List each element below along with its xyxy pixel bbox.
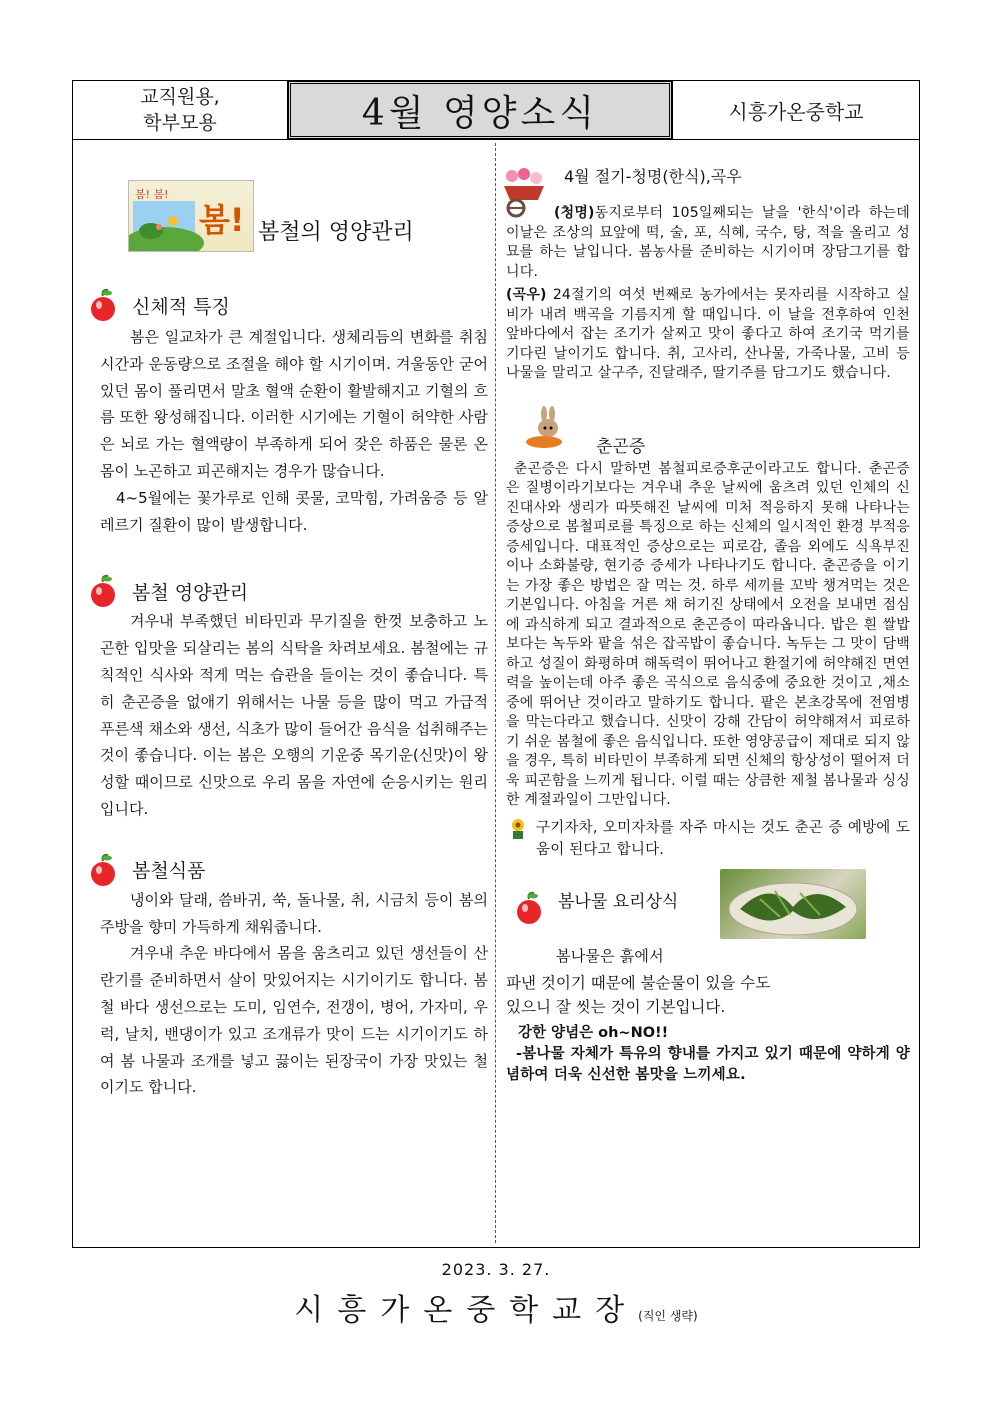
section-spring-food-heading (88, 853, 488, 887)
section-body-features-title: 신체적 특징 (132, 295, 230, 318)
apple-icon (88, 288, 118, 322)
herbs-photo (720, 869, 866, 939)
left-column (100, 180, 488, 1101)
gogu-label: (곡우) (506, 287, 547, 303)
main-title-row (128, 180, 488, 252)
audience-line2: 학부모용 (143, 112, 217, 134)
fatigue-tip (506, 817, 910, 861)
spring-landscape-icon (129, 181, 253, 251)
body-features-paragraph-1: 봄은 일교차가 큰 계절입니다. 생체리듬의 변화를 취침시간과 운동량으로 조절을 해야 할 시기이며. 겨울동안 굳어 있던 몸이 풀리면서 말초 혈액 순환이 활발해지고 기혈의 흐름 또한 왕성해집니다. 이러한 시기에는 기혈이 허약한 사람은 뇌로 가는 혈액량이 부족하게 되어 잦은 하품은 물론 온 몸이 노곤하고 피곤해지는 경우가 많습니다. (100, 328, 488, 480)
cheongmyeong-text: 동지로부터 105일째되는 날을 '한식'이라 하는데 이날은 조상의 묘앞에 떡, 술, 포, 식혜, 국수, 탕, 적을 올리고 성묘를 하는 날입니다. 봄농사를 준비하는 시기이며 장담그기를 합니다. (506, 205, 910, 280)
apple-icon (514, 891, 544, 925)
section-nutrition-heading (88, 574, 488, 608)
fatigue-heading: 춘곤증 (596, 436, 646, 457)
spring-food-paragraph-1: 냉이와 달래, 씀바귀, 쑥, 돌나물, 취, 시금치 등이 봄의 주방을 향미 가득하게 채워줍니다. (100, 890, 488, 936)
section-body-features-heading (88, 288, 488, 322)
principal-signature (0, 1285, 992, 1329)
season-heading: 4월 절기-청명(한식),곡우 (564, 167, 742, 186)
nutrition-paragraph: 겨우내 부족했던 비타민과 무기질을 한껏 보충하고 노곤한 입맛을 되살리는 봄의 식탁을 차려보세요. 봄철에는 규칙적인 식사와 적게 먹는 습관을 들이는 것이 좋습니다. 특히 춘곤증을 없애기 위해서는 나물 등을 많이 먹고 가급적 푸른색 채소와 생선, 식초가 많이 들어간 음식을 섭취해주는 것이 좋습니다. 이는 봄은 오행의 기운중 목기운(신맛)이 왕성할 때이므로 신맛으로 우리 몸을 자연에 순응시키는 원리입니다. (100, 612, 488, 818)
apple-icon (88, 853, 118, 887)
herbs-plate-image (720, 869, 866, 939)
main-title: 봄철의 영양관리 (258, 220, 414, 245)
spring-food-paragraph-2: 겨우내 추운 바다에서 몸을 움츠리고 있던 생선들이 산란기를 준비하면서 살이 맛있어지는 시기이기도 합니다. 봄철 바다 생선으로는 도미, 임연수, 전갱이, 병어, 가자미, 우럭, 날치, 밴댕이가 있고 조개류가 맛이 드는 시기이기도 하여 봄 나물과 조개를 넣고 끓이는 된장국이 가장 맛있는 철이기도 합니다. (100, 944, 488, 1097)
seal-note: (직인 생략) (638, 1309, 698, 1323)
gogu-paragraph (506, 286, 910, 384)
gogu-text: 24절기의 여섯 번째로 농가에서는 못자리를 시작하고 실비가 내려 백곡을 기름지게 할 때입니다. 이 날을 전후하여 인천 앞바다에서 잡는 조기가 살찌고 맛이 좋다고 하여 조기국 먹기를 기다린 날이기도 합니다. 취, 고사리, 산나물, 가죽나물, 고비 등 나물을 말리고 살구주, 진달래주, 딸기주를 담그기도 했습니다. (506, 287, 910, 381)
cheongmyeong-paragraph (506, 204, 910, 282)
issue-date: 2023. 3. 27. (441, 1260, 551, 1279)
strong-seasoning-text: -봄나물 자체가 특유의 향내를 가지고 있기 때문에 약하게 양념하여 더욱 신선한 봄맛을 느끼세요. (506, 1045, 910, 1083)
flower-cart-icon (498, 166, 550, 218)
column-divider (495, 143, 496, 1243)
fatigue-tip-text: 구기자차, 오미자차를 자주 마시는 것도 춘곤 증 예방에 도움이 된다고 합니다. (536, 819, 910, 858)
fatigue-heading-row (506, 406, 910, 460)
signature-text: 시흥가온중학교장 (294, 1293, 639, 1328)
body-features-paragraph-2: 4~5월에는 꽃가루로 인해 콧물, 코막힘, 가려움증 등 알레르기 질환이 많이 발생합니다. (100, 488, 488, 534)
apple-icon (88, 574, 118, 608)
strong-seasoning-title: 강한 양념은 oh~NO!! (518, 1024, 669, 1041)
cooking-line-3: 있으니 잘 씻는 것이 기본입니다. (506, 997, 726, 1016)
cooking-line-1: 봄나물은 흙에서 (556, 946, 664, 965)
fatigue-paragraph: 춘곤증은 다시 말하면 봄철피로증후군이라고도 합니다. 춘곤증은 질병이라기보다는 겨우내 추운 날씨에 움츠려 있던 인체의 신진대사와 생리가 따뜻해진 날씨에 미처 적응하지 못해 나타나는 증상으로 봄철피로를 특징으로 하는 신체의 일시적인 환경 부적응 증세입니다. 대표적인 증상으로는 피로감, 졸음 외에도 식욕부진이나 소화불량, 현기증 증세가 나타나기도 합니다. 춘곤증을 이기는 가장 좋은 방법은 잘 먹는 것. 하루 세끼를 꼬박 챙겨먹는 것은 기본입니다. 아침을 거른 채 허기진 상태에서 오전을 보내면 점심에 과식하게 되고 결과적으로 춘곤증이 따라옵니다. 밥은 흰 쌀밥보다는 녹두와 팥을 섞은 잡곡밥이 좋습니다. 녹두는 그 맛이 담백하고 성질이 화평하며 해독력이 뛰어나고 환절기에 허약해진 면연력을 높이는데 아주 좋은 곡식으로 음식중에 중요한 것이고 ,채소중에 뛰어난 것이라고 말하기도 합니다. 팥은 본초강목에 전염병을 막는다라고 했습니다. 신맛이 강해 간담이 허약해져서 피로하기 쉬운 봄철에 좋은 음식입니다. 또한 영양공급이 제대로 되지 않을 경우, 특히 비타민이 부족하게 되면 신체의 항상성이 떨어져 더욱 피곤함을 느끼게 됩니다. 이럴 때는 상큼한 제철 봄나물과 싱싱한 계절과일이 그만입니다. (506, 460, 910, 808)
cheongmyeong-label: (청명) (554, 205, 595, 221)
cooking-section (506, 869, 910, 973)
svg-text:봄!: 봄! (199, 201, 245, 239)
rabbit-icon (514, 406, 574, 450)
audience-line1: 교직원용, (140, 86, 220, 108)
right-column (506, 158, 910, 1086)
newsletter-title: 4월 영양소식 (288, 81, 672, 139)
season-heading-row (506, 158, 910, 196)
cooking-text (506, 971, 910, 1019)
flower-pot-icon (506, 817, 530, 841)
school-name: 시흥가온중학교 (672, 81, 919, 139)
spring-logo-image (128, 180, 254, 252)
logo-small-text: 봄! 봄! (135, 188, 169, 201)
section-nutrition-title: 봄철 영양관리 (132, 581, 249, 604)
header-table (72, 80, 920, 140)
cooking-line-2: 파낸 것이기 때문에 불순물이 있을 수도 (506, 973, 771, 992)
section-spring-food-title: 봄철식품 (132, 860, 206, 883)
cooking-heading: 봄나물 요리상식 (558, 891, 679, 912)
audience-cell (73, 81, 288, 139)
